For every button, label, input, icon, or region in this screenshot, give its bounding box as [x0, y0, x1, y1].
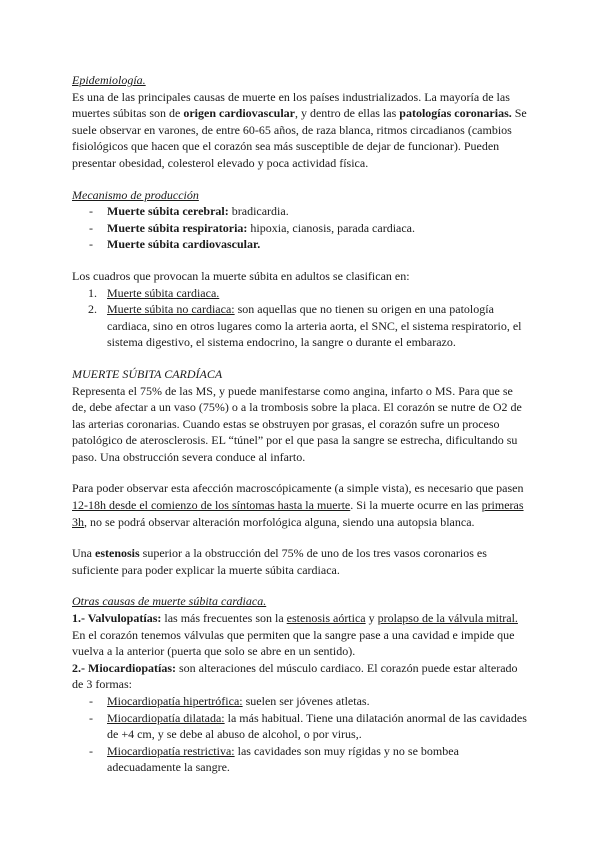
text: y — [365, 611, 378, 626]
bold-text: estenosis — [95, 546, 140, 561]
list-number: 1. — [88, 285, 97, 300]
paragraph-intro: Los cuadros que provocan la muerte súbita en adultos se clasifican en: — [72, 268, 410, 283]
paragraph-msc-3 — [72, 545, 528, 578]
text: las más frecuentes son la — [161, 611, 287, 626]
paragraph-msc-2 — [72, 480, 528, 530]
underlined-text: prolapso de la válvula mitral. — [377, 611, 518, 626]
bold-text: Muerte súbita cardiovascular. — [107, 237, 261, 252]
text: Se suele observar en varones, de entre 60-65 años, de raza blanca, ritmos circadianos (cambios fisiológicos que hacen que el corazón sea más susceptible de dejar de funcionar). Pueden presentar obesidad, colesterol elevado y poca actividad física. — [72, 106, 527, 170]
underlined-text: Muerte súbita no cardiaca: — [107, 302, 235, 317]
bold-text: 2.- Miocardiopatías: — [72, 660, 176, 675]
text: Para poder observar esta afección macroscópicamente (a simple vista), es necesario que pasen — [72, 481, 524, 496]
paragraph-miocardiopatias — [72, 660, 528, 693]
list-item — [72, 743, 528, 776]
text: , y dentro de ellas las — [294, 106, 400, 121]
list-item — [72, 236, 528, 253]
heading-epidemiologia: Epidemiología. — [72, 73, 146, 87]
paragraph-msc-1: Representa el 75% de las MS, y puede manifestarse como angina, infarto o MS. Para que se de, debe afectar a un vaso (75%) o a la trombosis sobre la placa. El corazón se nutre de O2 de las arterias coronarias. Cuando estas se obstruyen por grasas, el corazón sufre un proceso patológico de aterosclerosis. EL “túnel” por el que pasa la sangre se estrecha, dificultando su paso. Una obstrucción severa conduce al infarto. — [72, 383, 522, 464]
text: Una — [72, 546, 95, 561]
bold-text: patologías coronarias. — [399, 106, 512, 121]
list-item — [72, 301, 528, 351]
list-item — [72, 710, 528, 743]
text: bradicardia. — [228, 204, 289, 219]
text: la más habitual. Tiene una dilatación anormal de las cavidades de +4 cm, y se debe al abuso de alcohol, o por virus,. — [107, 710, 527, 742]
heading-msc: MUERTE SÚBITA CARDÍACA — [72, 366, 223, 381]
text: . Si la muerte ocurre en las — [350, 498, 482, 513]
classification-list — [72, 285, 528, 351]
bold-text: 1.- Valvulopatías: — [72, 611, 162, 626]
text: superior a la obstrucción del 75% de uno de los tres vasos coronarios es suficiente para poder explicar la muerte súbita cardiaca. — [72, 546, 487, 577]
paragraph-valvulopatias — [72, 610, 528, 660]
text: son alteraciones del músculo cardiaco. El corazón puede estar alterado de 3 formas: — [72, 660, 518, 692]
list-item — [72, 203, 528, 220]
bold-text: origen cardiovascular — [183, 106, 295, 121]
heading-otras: Otras causas de muerte súbita cardiaca. — [72, 594, 267, 609]
underlined-text: Miocardiopatía restrictiva: — [107, 743, 235, 758]
heading-mecanismo: Mecanismo de producción — [72, 187, 199, 202]
underlined-text: 12-18h desde el comienzo de los síntomas hasta la muerte — [72, 498, 351, 513]
list-item — [72, 285, 528, 302]
paragraph-epidemiologia — [72, 89, 528, 172]
text: hipoxia, cianosis, parada cardiaca. — [247, 220, 416, 235]
list-item — [72, 693, 528, 710]
list-item — [72, 220, 528, 237]
text: suelen ser jóvenes atletas. — [242, 694, 370, 708]
list-number: 2. — [88, 302, 97, 317]
mecanismo-list — [72, 203, 528, 253]
text: son aquellas que no tienen su origen en una patología cardiaca, sino en otros lugares como la arteria aorta, el SNC, el sistema respiratorio, el sistema digestivo, el sistema endocrino, la sangre o durante el embarazo. — [107, 302, 522, 350]
text: En el corazón tenemos válvulas que permiten que la sangre pase a una cavidad e impide que vuelva a la anterior (puerta que solo se abre en un sentido). — [72, 627, 515, 659]
underlined-text: Miocardiopatía dilatada: — [107, 710, 225, 725]
text: las cavidades son muy rígidas y no se bombea adecuadamente la sangre. — [107, 743, 459, 775]
bold-text: Muerte súbita respiratoria: — [107, 220, 248, 235]
underlined-text: Miocardiopatía hipertrófica: — [107, 694, 243, 708]
underlined-text: estenosis aórtica — [286, 611, 366, 626]
miocardiopatias-list — [72, 693, 528, 776]
text: , no se podrá observar alteración morfológica alguna, siendo una autopsia blanca. — [84, 514, 475, 529]
text: Es una de las principales causas de muerte en los países industrializados. La mayoría de las muertes súbitas son de — [72, 89, 510, 121]
underlined-text: primeras 3h — [72, 498, 524, 529]
bold-text: Muerte súbita cerebral: — [107, 204, 229, 219]
document-page — [72, 72, 528, 776]
underlined-text: Muerte súbita cardiaca. — [107, 285, 220, 300]
